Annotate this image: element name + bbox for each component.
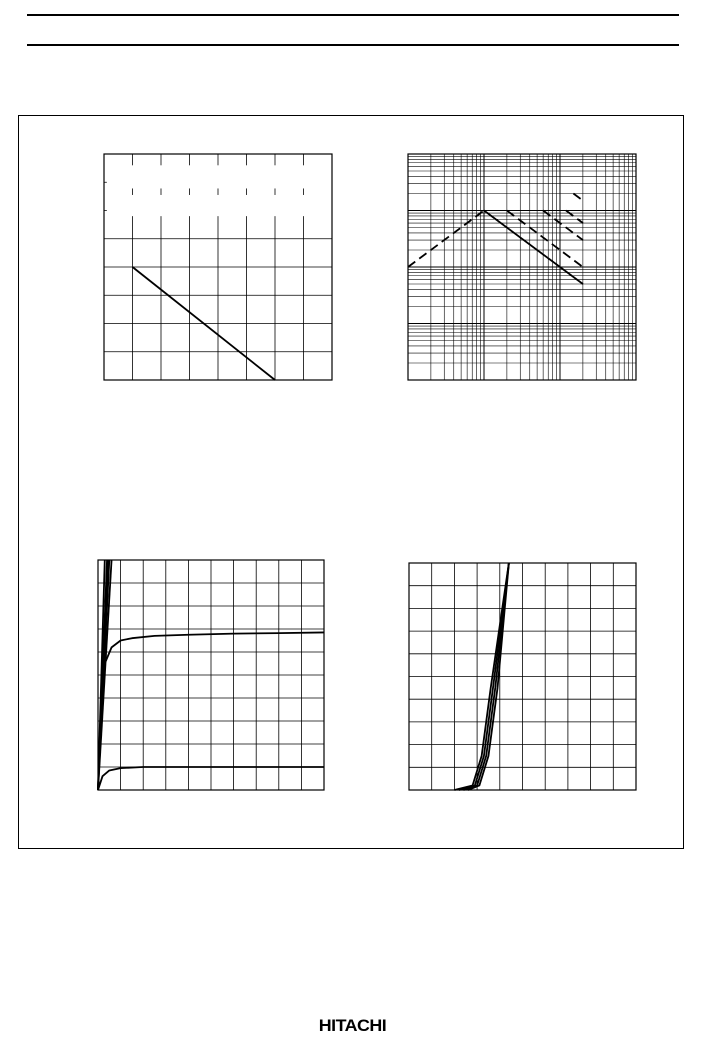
series-line-6 <box>573 193 583 200</box>
transfer-characteristics-chart <box>409 563 638 792</box>
hitachi-logo: HITACHI <box>318 1016 387 1035</box>
output-characteristics-chart <box>98 560 326 792</box>
safe-operating-area-chart <box>408 154 638 382</box>
blank-label-area <box>107 195 332 216</box>
series-line-5 <box>566 211 583 224</box>
blank-label-area <box>107 165 332 188</box>
header-rule-top <box>27 14 679 16</box>
series-line-2 <box>484 211 583 285</box>
derating-chart <box>104 154 334 382</box>
header-rule-bottom <box>27 44 679 46</box>
series-line-4 <box>543 211 583 241</box>
